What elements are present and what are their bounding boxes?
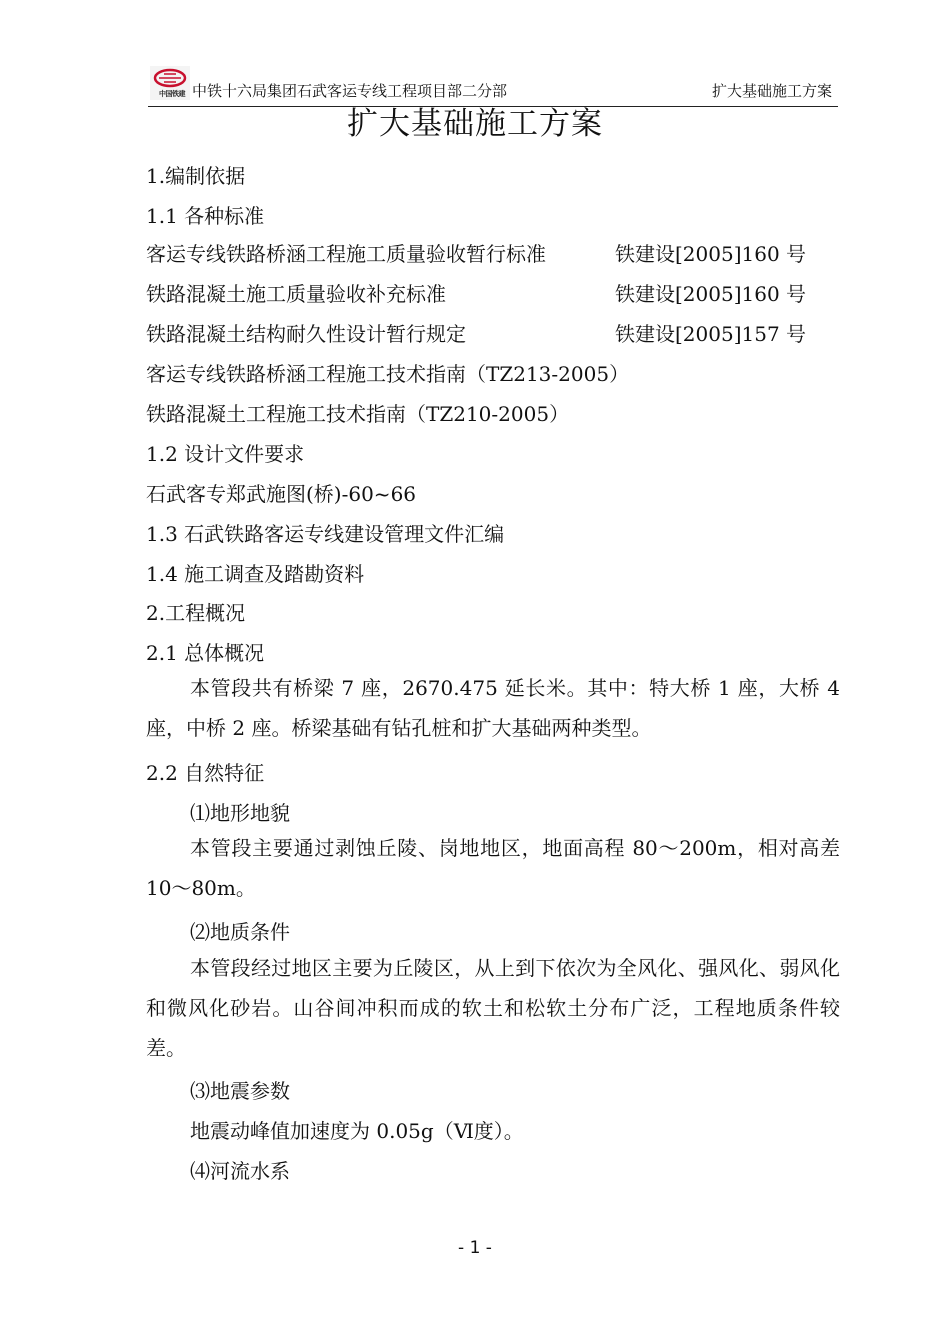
paragraph-seismic: 地震动峰值加速度为 0.05g（Ⅵ度）。 <box>190 1119 524 1143</box>
paragraph-geology: 本管段经过地区主要为丘陵区，从上到下依次为全风化、强风化、弱风化和微风化砂岩。山谷间冲积而成的软土和松软土分布广泛，工程地质条件较差。 <box>146 956 840 1060</box>
heading-2: 2.工程概况 <box>146 601 246 625</box>
heading-1-3: 1.3 石武铁路客运专线建设管理文件汇编 <box>146 522 505 546</box>
heading-2-2: 2.2 自然特征 <box>146 761 265 785</box>
guide-concrete: 铁路混凝土工程施工技术指南（TZ210-2005） <box>146 402 570 426</box>
page-number: - 1 - <box>458 1238 492 1258</box>
heading-1-4: 1.4 施工调查及踏勘资料 <box>146 562 365 586</box>
heading-1-2: 1.2 设计文件要求 <box>146 442 305 466</box>
subheading-terrain: ⑴地形地貌 <box>190 801 290 825</box>
document-title: 扩大基础施工方案 <box>347 106 603 142</box>
standard-name: 铁路混凝土结构耐久性设计暂行规定 <box>146 322 466 346</box>
subheading-geology: ⑵地质条件 <box>190 920 290 944</box>
header-doc-title: 扩大基础施工方案 <box>711 82 832 100</box>
standard-name: 铁路混凝土施工质量验收补充标准 <box>146 282 446 306</box>
paragraph-terrain: 本管段主要通过剥蚀丘陵、岗地地区，地面高程 80～200m，相对高差 10～80m。 <box>146 836 840 900</box>
subheading-rivers: ⑷河流水系 <box>190 1159 290 1183</box>
standard-name: 客运专线铁路桥涵工程施工质量验收暂行标准 <box>146 242 546 266</box>
standard-code: 铁建设[2005]160 号 <box>615 282 807 306</box>
company-logo <box>150 66 190 100</box>
standard-code: 铁建设[2005]157 号 <box>615 322 807 346</box>
heading-1: 1.编制依据 <box>146 164 246 188</box>
header-company: 中铁十六局集团石武客运专线工程项目部二分部 <box>192 82 508 100</box>
subheading-seismic: ⑶地震参数 <box>190 1079 290 1103</box>
standard-code: 铁建设[2005]160 号 <box>615 242 807 266</box>
guide-bridge: 客运专线铁路桥涵工程施工技术指南（TZ213-2005） <box>146 362 630 386</box>
logo-text: 中国铁建 <box>159 90 185 98</box>
heading-2-1: 2.1 总体概况 <box>146 641 265 665</box>
heading-1-1: 1.1 各种标准 <box>146 204 265 228</box>
design-doc: 石武客专郑武施图(桥)-60~66 <box>146 482 417 506</box>
paragraph-overview: 本管段共有桥梁 7 座，2670.475 延长米。其中：特大桥 1 座，大桥 4 座，中桥 2 座。桥梁基础有钻孔桩和扩大基础两种类型。 <box>146 676 840 740</box>
